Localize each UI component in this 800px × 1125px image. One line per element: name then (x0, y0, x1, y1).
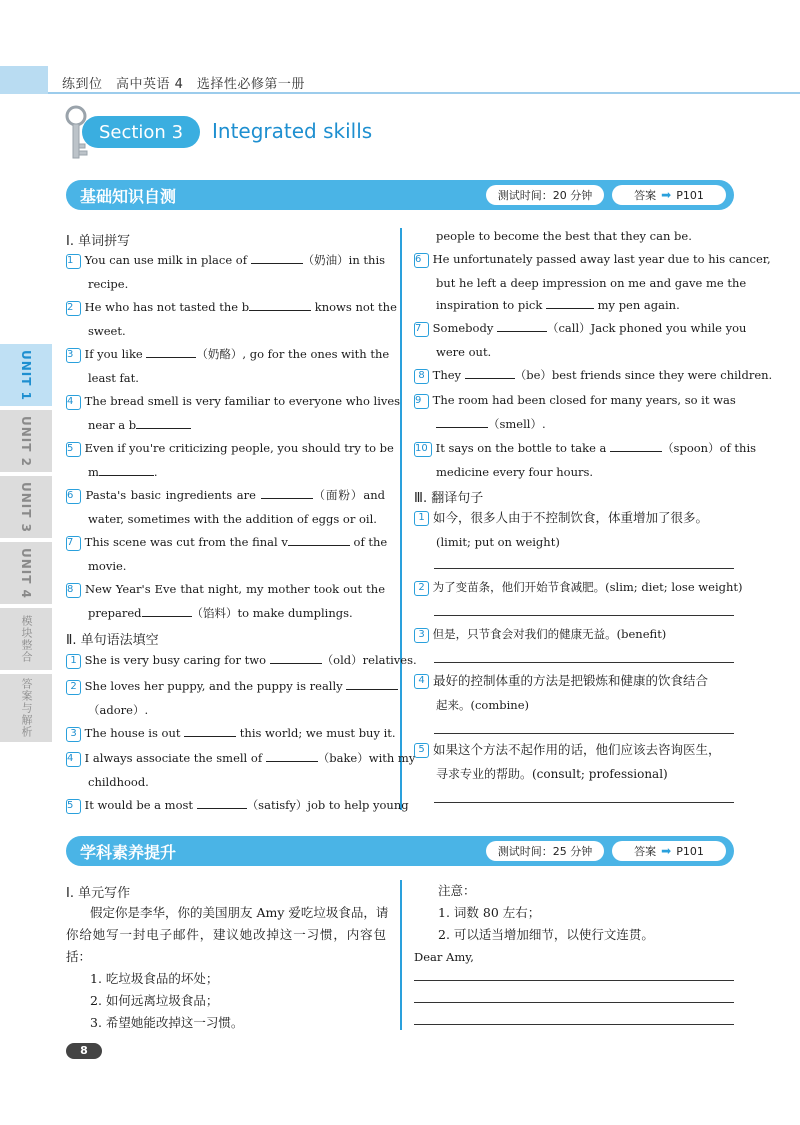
literacy-bar (66, 836, 734, 866)
test-time-badge: 测试时间：25 分钟 (486, 841, 604, 861)
side-tab-unit-3[interactable]: UNIT 3 (0, 476, 52, 538)
q6a-line1: 6 Pasta's basic ingredients are （面粉）and (67, 488, 386, 502)
side-tab-unit-1[interactable]: UNIT 1 (0, 344, 52, 406)
answer-line[interactable] (434, 662, 734, 663)
q4a-line2: near a b (88, 418, 191, 432)
bar-title: 学科素养提升 (80, 843, 177, 862)
answer-blank[interactable] (142, 606, 192, 617)
answer-blank[interactable] (99, 465, 154, 476)
answer-line[interactable] (434, 733, 734, 734)
q9b-line2: （smell）. (436, 417, 546, 431)
q8a-line1: 8 New Year's Eve that night, my mother took out the (67, 582, 386, 596)
arrow-right-icon: ➡ (661, 844, 672, 858)
writing-prompt-line1: 假定你是李华，你的美国朋友 Amy 爱吃垃圾食品，请 (90, 905, 389, 920)
t1-line1: 1 如今，很多人由于不控制饮食，体重增加了很多。 (414, 511, 708, 526)
q7b-line1: 7 Somebody （call）Jack phoned you while you (415, 321, 747, 335)
answer-page: P101 (676, 188, 704, 202)
q7a-line2: movie. (88, 559, 127, 573)
answer-blank[interactable] (546, 298, 594, 309)
q5a-line2: m . (88, 465, 158, 479)
t5-line1: 5 如果这个方法不起作用的话，他们应该去咨询医生， (414, 743, 721, 758)
q2b-line2: （adore）. (88, 703, 149, 717)
q5a-line1: 5 Even if you're criticizing people, you should try to be (67, 441, 394, 455)
answer-link[interactable] (612, 841, 726, 861)
section-label: Section 3 (82, 116, 200, 148)
answer-blank[interactable] (346, 679, 398, 690)
q7b-line2: were out. (436, 345, 492, 359)
q8b-line1: 8 They （be）best friends since they were children. (414, 368, 772, 384)
q6b-line2: but he left a deep impression on me and gave me the (436, 276, 747, 290)
writing-line[interactable] (414, 1002, 734, 1003)
q8a-line2: prepared （馅料）to make dumplings. (88, 606, 353, 620)
heading-unit-writing: Ⅰ. 单元写作 (66, 886, 131, 901)
answer-blank[interactable] (497, 321, 547, 332)
q2b-line1: 2 She loves her puppy, and the puppy is really (66, 679, 398, 695)
note-item-1: 1. 词数 80 左右； (438, 905, 541, 920)
header-tab (0, 66, 48, 94)
side-tab-unit-4[interactable]: UNIT 4 (0, 542, 52, 604)
answer-blank[interactable] (465, 368, 515, 379)
test-time-badge: 测试时间：20 分钟 (486, 185, 604, 205)
answer-blank[interactable] (197, 798, 247, 809)
writing-prompt-line3: 括： (66, 949, 92, 964)
answer-blank[interactable] (184, 726, 236, 737)
writing-prompt-line2: 你给她写一封电子邮件，建议她改掉这一习惯，内容包 (66, 927, 386, 942)
answer-label: 答案 (634, 189, 657, 202)
q7a-line1: 7 This scene was cut from the final v of the (67, 535, 388, 549)
answer-label: 答案 (634, 845, 657, 858)
answer-blank[interactable] (270, 653, 322, 664)
book-title: 练到位 高中英语 4 选择性必修第一册 (62, 77, 305, 92)
answer-blank[interactable] (261, 488, 313, 499)
q4b-line1: 4 I always associate the smell of （bake）with my (67, 751, 416, 765)
answer-blank[interactable] (288, 535, 350, 546)
q5b-line1: 5 It would be a most （satisfy）job to help young (67, 798, 409, 812)
section-title: Integrated skills (212, 119, 373, 143)
side-tab-module[interactable]: 模块整合 (0, 608, 52, 670)
q5b-line2: people to become the best that they can be. (436, 229, 692, 243)
arrow-right-icon: ➡ (661, 188, 672, 202)
answer-blank[interactable] (249, 300, 311, 311)
q6b-line3: inspiration to pick my pen again. (436, 298, 680, 312)
answer-blank[interactable] (251, 253, 303, 264)
writing-line[interactable] (414, 1024, 734, 1025)
q2a-line1: 2 He who has not tasted the b knows not the (67, 300, 397, 314)
answer-link[interactable] (612, 185, 726, 205)
writing-line[interactable] (414, 980, 734, 981)
answer-line[interactable] (434, 615, 734, 616)
t2-line1: 2 为了变苗条，他们开始节食减肥。(slim; diet; lose weight) (414, 580, 743, 596)
q4a-line1: 4 The bread smell is very familiar to everyone who lives (67, 394, 401, 408)
q10b-line2: medicine every four hours. (436, 465, 594, 479)
answer-blank[interactable] (136, 418, 191, 429)
t1-line2: (limit; put on weight) (436, 535, 560, 549)
bar-title: 基础知识自测 (80, 187, 177, 206)
q2a-line2: sweet. (88, 324, 126, 338)
page-number: 8 (66, 1043, 102, 1059)
answer-blank[interactable] (266, 751, 318, 762)
t4-line2: 起来。(combine) (436, 698, 529, 712)
answer-page: P101 (676, 844, 704, 858)
answer-blank[interactable] (146, 347, 196, 358)
letter-greeting: Dear Amy, (414, 950, 474, 964)
q6b-line1: 6 He unfortunately passed away last year due to his cancer, (415, 252, 771, 266)
column-divider (400, 880, 402, 1030)
t4-line1: 4 最好的控制体重的方法是把锻炼和健康的饮食结合 (414, 674, 708, 689)
q3a-line1: 3 If you like （奶酪）, go for the ones with the (67, 347, 390, 361)
q3b-line1: 3 The house is out this world; we must buy it. (66, 726, 396, 742)
q4b-line2: childhood. (88, 775, 149, 789)
answer-line[interactable] (434, 802, 734, 803)
side-tab-unit-2[interactable]: UNIT 2 (0, 410, 52, 472)
basic-knowledge-bar (66, 180, 734, 210)
t3-line1: 3 但是，只节食会对我们的健康无益。(benefit) (414, 627, 666, 643)
q9b-line1: 9 The room had been closed for many years, so it was (415, 393, 736, 407)
q1a-line2: recipe. (88, 277, 129, 291)
q3a-line2: least fat. (88, 371, 139, 385)
header-rule (48, 92, 800, 94)
answer-line[interactable] (434, 568, 734, 569)
t5-line2: 寻求专业的帮助。(consult; professional) (436, 767, 668, 781)
q6a-line2: water, sometimes with the addition of eggs or oil. (88, 512, 377, 526)
answer-blank[interactable] (436, 417, 488, 428)
writing-item-3: 3. 希望她能改掉这一习惯。 (90, 1015, 244, 1030)
note-item-2: 2. 可以适当增加细节，以使行文连贯。 (438, 927, 654, 942)
column-divider (400, 228, 402, 810)
answer-blank[interactable] (610, 441, 662, 452)
writing-item-2: 2. 如何远离垃圾食品； (90, 993, 219, 1008)
heading-translation: Ⅲ. 翻译句子 (414, 491, 484, 506)
q10b-line1: 10 It says on the bottle to take a （spoon）of this (415, 441, 757, 455)
heading-grammar-fill: Ⅱ. 单句语法填空 (66, 633, 159, 648)
side-tab-answers[interactable]: 答案与解析 (0, 674, 52, 742)
writing-item-1: 1. 吃垃圾食品的坏处； (90, 971, 219, 986)
note-heading: 注意： (438, 883, 476, 898)
heading-word-spelling: Ⅰ. 单词拼写 (66, 234, 131, 249)
q1b-line1: 1 She is very busy caring for two （old）relatives. (66, 653, 417, 669)
q1a-line1: 1 You can use milk in place of （奶油）in this (67, 253, 386, 267)
